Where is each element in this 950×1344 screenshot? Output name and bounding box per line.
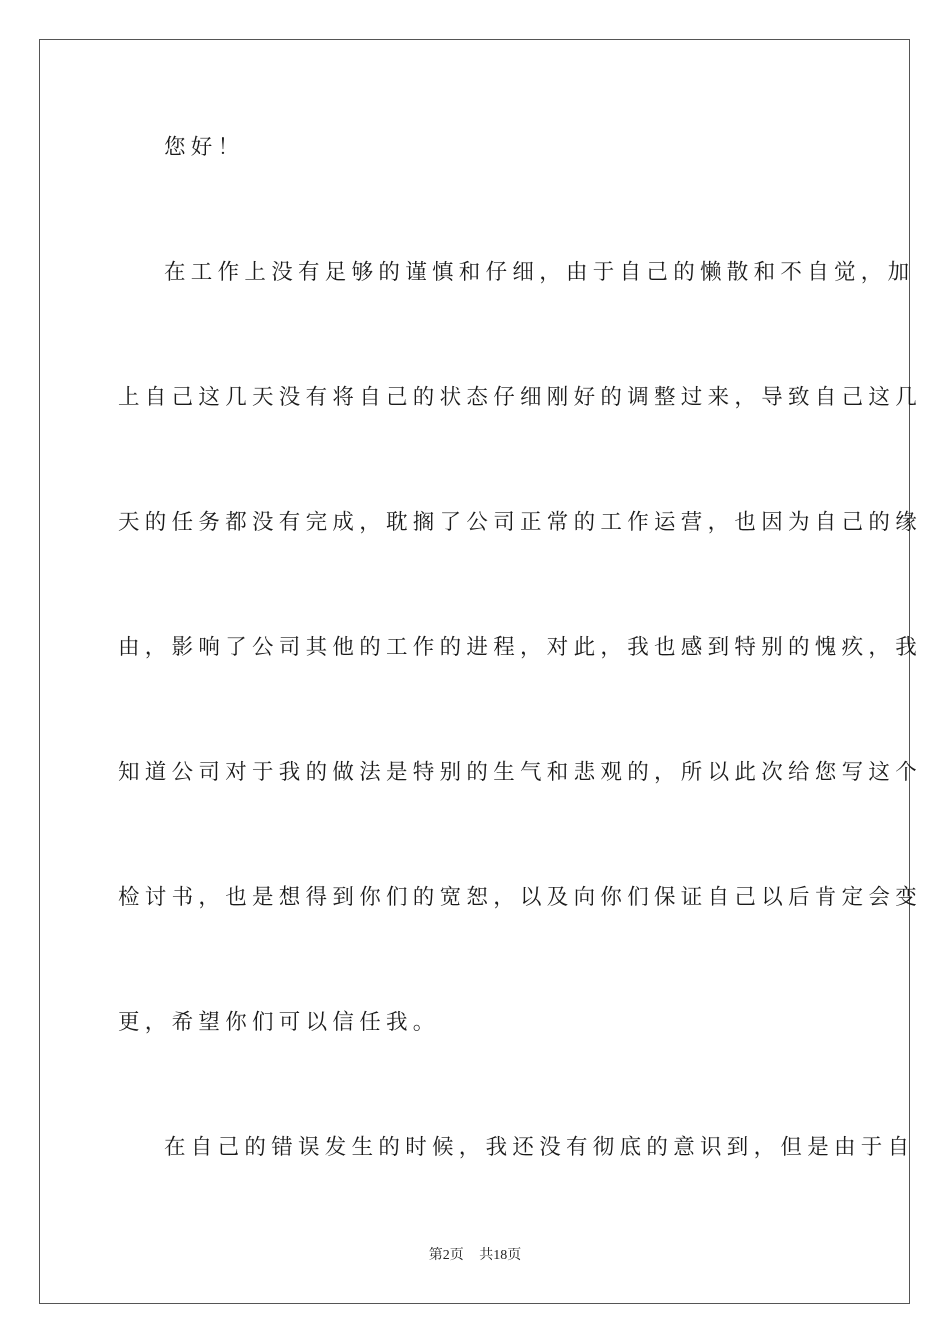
paragraph-1-line-4: 由，影响了公司其他的工作的进程，对此，我也感到特别的愧疚，我 [118, 635, 923, 660]
page-number: 第2页 [428, 1248, 464, 1263]
paragraph-1-line-3: 天的任务都没有完成，耽搁了公司正常的工作运营，也因为自己的缘 [118, 510, 923, 535]
paragraph-1-line-2: 上自己这几天没有将自己的状态仔细刚好的调整过来，导致自己这几 [118, 385, 923, 410]
paragraph-1-line-5: 知道公司对于我的做法是特别的生气和悲观的，所以此次给您写这个 [118, 760, 923, 785]
paragraph-1-line-6: 检讨书，也是想得到你们的宽恕，以及向你们保证自己以后肯定会变 [118, 885, 923, 910]
greeting-line: 您好！ [164, 135, 245, 160]
page-border [39, 39, 923, 1304]
paragraph-1-line-1: 在工作上没有足够的谨慎和仔细，由于自己的懒散和不自觉，加 [164, 260, 915, 285]
page-total: 共18页 [479, 1248, 522, 1263]
page-footer [0, 1244, 950, 1264]
paragraph-1-line-7: 更，希望你们可以信任我。 [118, 1010, 440, 1035]
paragraph-2-line-1: 在自己的错误发生的时候，我还没有彻底的意识到，但是由于自 [164, 1135, 915, 1160]
